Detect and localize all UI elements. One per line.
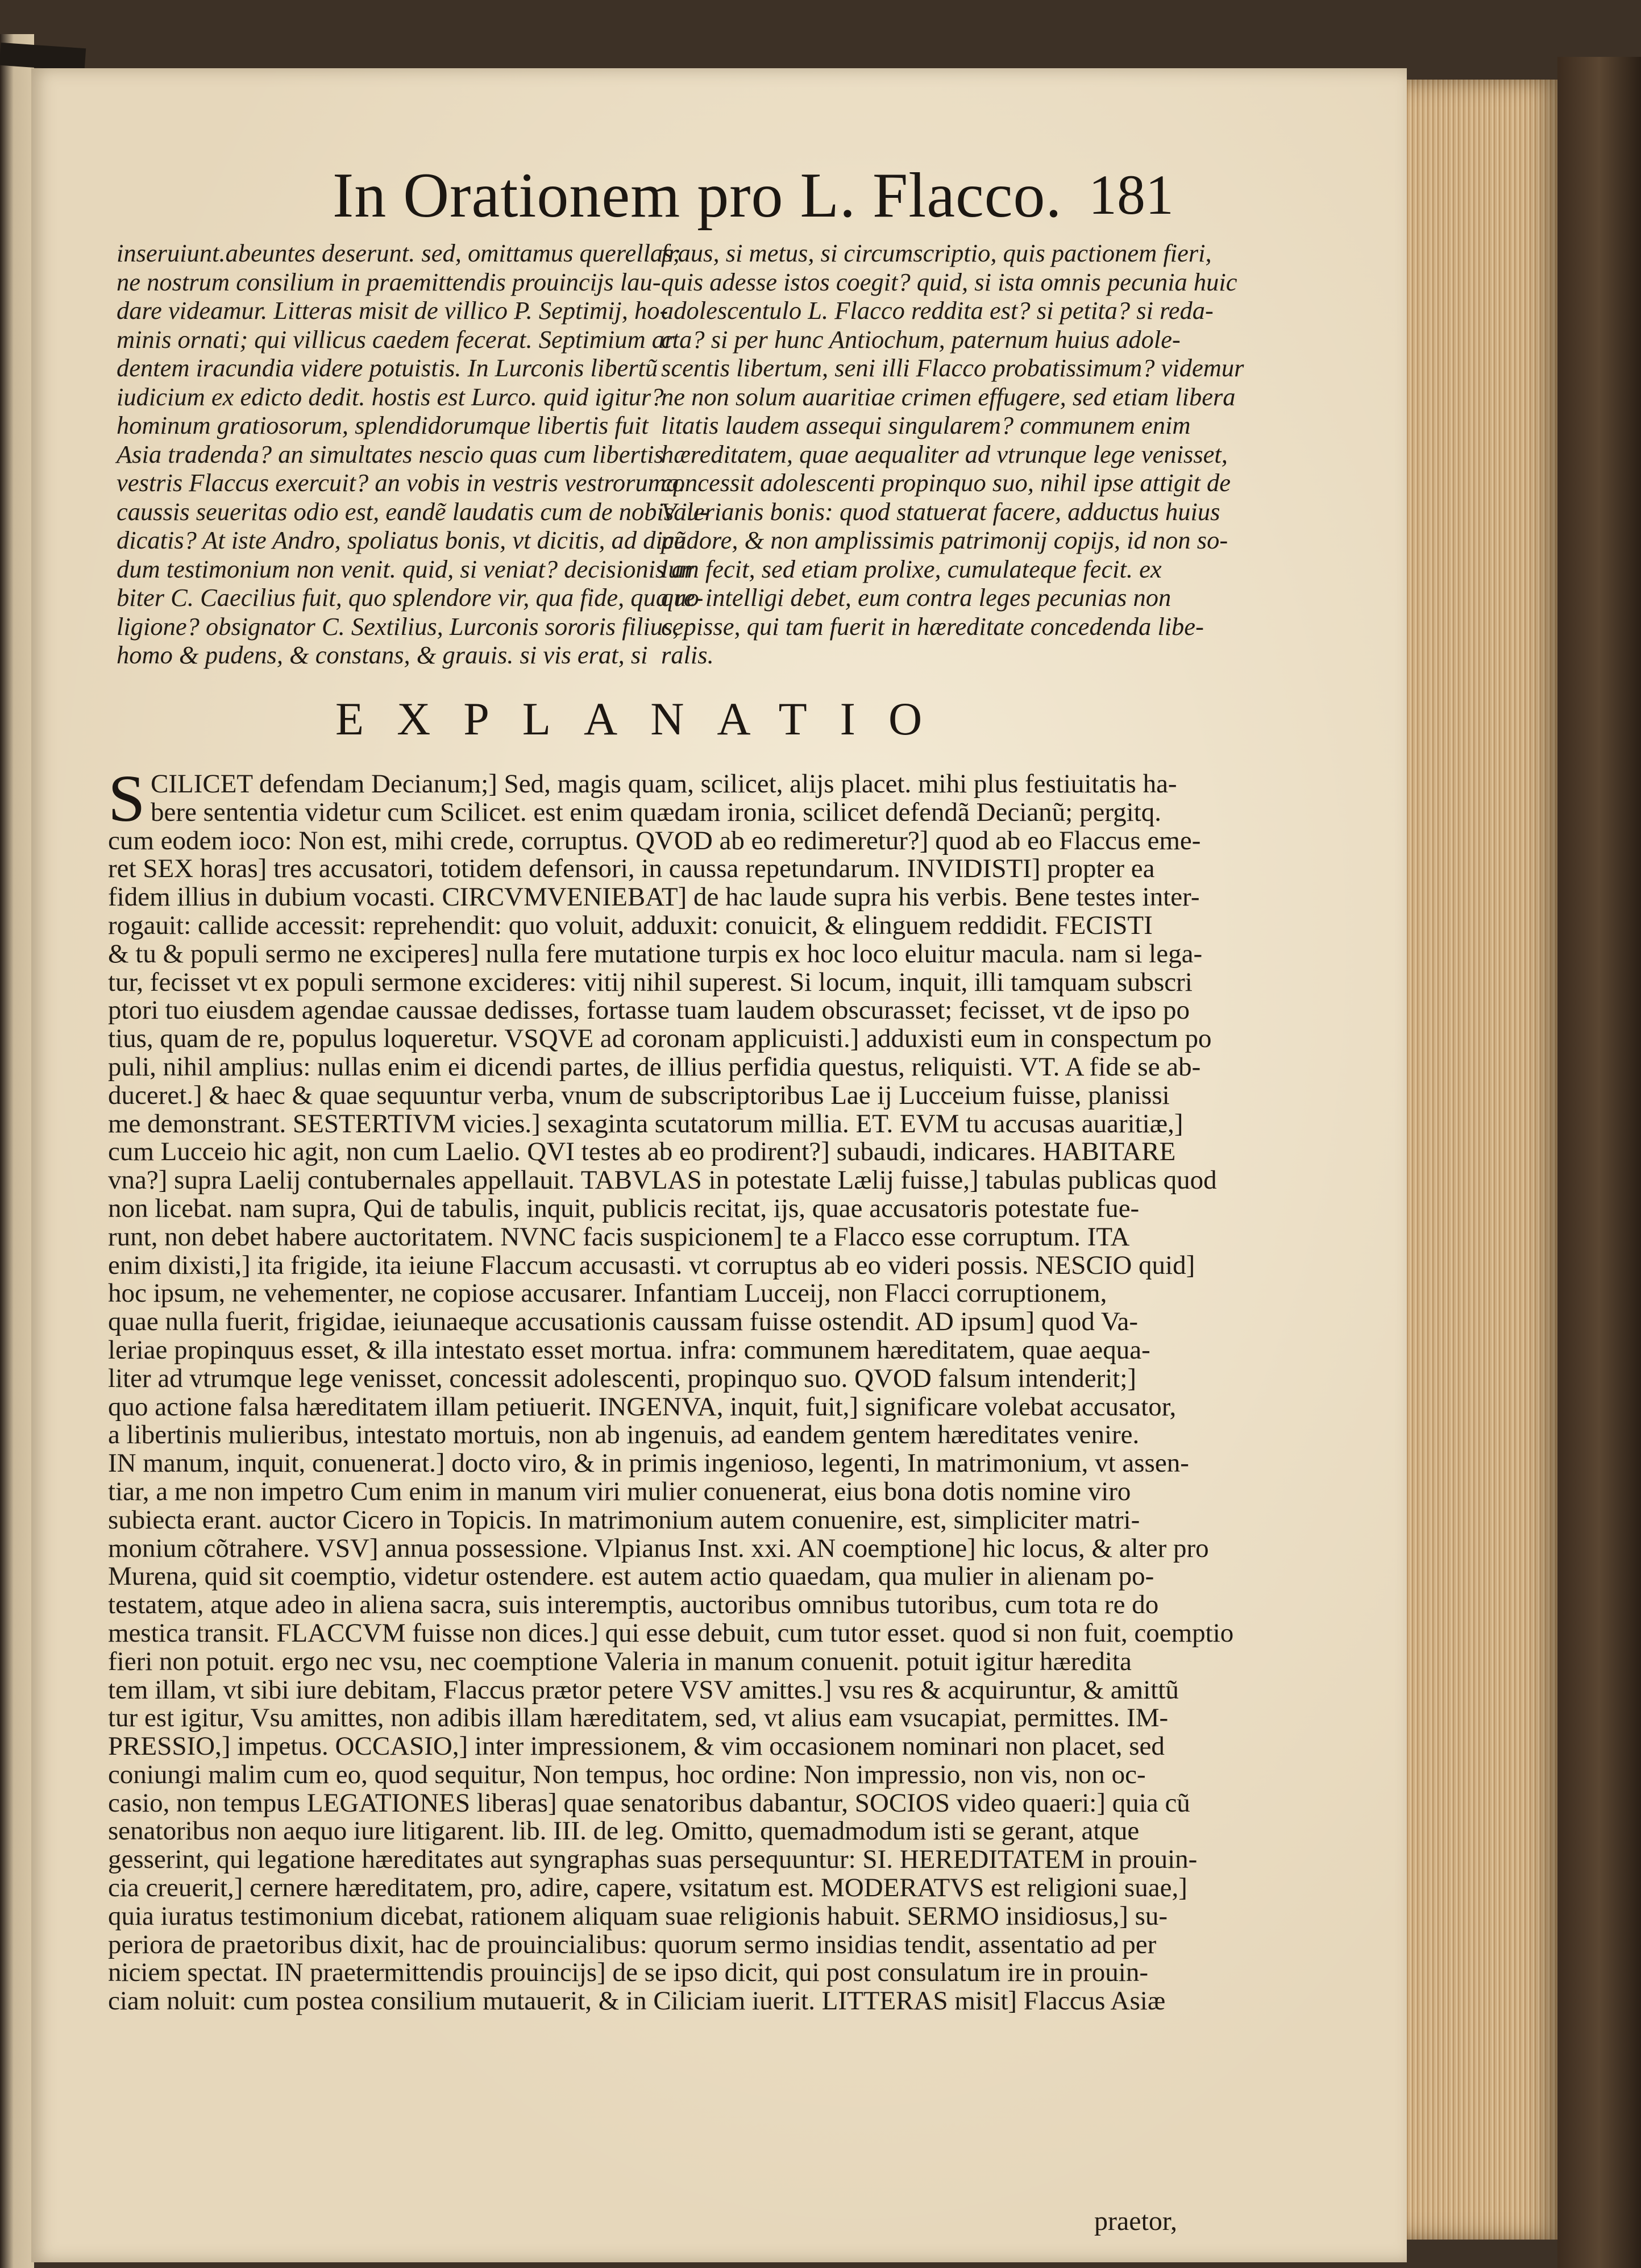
text-line: a libertinis mulieribus, intestato mortuis, non ab ingenuis, ad eandem gentem hæreditates venire.	[108, 1420, 1140, 1450]
text-line: fieri non potuit. ergo nec vsu, nec coemptione Valeria in manum conuenit. potuit igitur hæredita	[108, 1646, 1132, 1676]
text-line: non licebat. nam supra, Qui de tabulis, inquit, publicis recitat, ijs, quae accusatoris potestate fue-	[108, 1193, 1140, 1223]
catchword: praetor,	[1094, 2206, 1177, 2236]
text-line: quo intelligi debet, eum contra leges pecunias non	[661, 583, 1171, 612]
text-line: quia iuratus testimonium dicebat, rationem aliquam suae religionis habuit. SERMO insidiosus,] su-	[108, 1901, 1168, 1931]
text-line: liter ad vtrumque lege venisset, concessit adolescenti, propinquo suo. QVOD falsum intenderit;]	[108, 1363, 1137, 1393]
text-line: iudicium ex edicto dedit. hostis est Lurco. quid igitur?	[117, 382, 664, 411]
page-number: 181	[1089, 163, 1174, 226]
text-line: senatoribus non aequo iure litigarent. lib. III. de leg. Omitto, quemadmodum isti se gerant, atque	[108, 1816, 1140, 1846]
text-line: enim dixisti,] ita frigide, ita ieiune Flaccum accusasti. vt corruptus ab eo videri possis. NESCIO quid]	[108, 1250, 1195, 1280]
text-line: ptori tuo eiusdem agendae caussae dedisses, fortasse tuam laudem obscurasset; fecisset, vt de ipso po	[108, 995, 1190, 1025]
text-line: testatem, atque adeo in aliena sacra, suis interemptis, auctoribus omnibus tutoribus, cum tota re do	[108, 1590, 1159, 1620]
text-line: puli, nihil amplius: nullas enim ei dicendi partes, de illius perfidia questus, reliquisti. VT. A fide se ab-	[108, 1052, 1201, 1082]
text-line: ligione? obsignator C. Sextilius, Lurconis sororis filius,	[117, 612, 679, 641]
text-line: duceret.] & haec & quae sequuntur verba, vnum de subscriptoribus Lae ij Lucceium fuisse, planissi	[108, 1080, 1170, 1110]
text-line: cta? si per hunc Antiochum, paternum huius adole-	[661, 325, 1181, 354]
text-line: ret SEX horas] tres accusatori, totidem defensori, in caussa repetundarum. INVIDISTI] propter ea	[108, 854, 1155, 884]
text-line: concessit adolescenti propinquo suo, nihil ipse attigit de	[661, 468, 1231, 497]
text-line: hoc ipsum, ne vehementer, ne copiose accusarer. Infantiam Lucceij, non Flacci corruptionem,	[108, 1278, 1107, 1309]
text-line: monium cõtrahere. VSV] annua possessione. Vlpianus Inst. xxi. AN coemptione] hic locus, & alter pro	[108, 1533, 1209, 1563]
text-line: dare videamur. Litteras misit de villico P. Septimij, ho-	[117, 296, 668, 325]
text-line: quae nulla fuerit, frigidae, ieiunaeque accusationis caussam fuisse ostendit. AD ipsum] quod Va-	[108, 1307, 1139, 1337]
text-line: caussis seueritas odio est, eandẽ laudatis cum de nobis iu-	[117, 497, 708, 526]
text-line: tiar, a me non impetro Cum enim in manum viri mulier conuenerat, eius bona dotis nomine viro	[108, 1476, 1131, 1506]
text-line: biter C. Caecilius fuit, quo splendore vir, qua fide, qua re-	[117, 583, 704, 612]
text-line: cum Lucceio hic agit, non cum Laelio. QVI testes ab eo prodirent?] subaudi, indicares. HABITARE	[108, 1137, 1176, 1167]
drop-capital: S	[108, 761, 146, 836]
text-line: vna?] supra Laelij contubernales appellauit. TABVLAS in potestate Lælij fuisse,] tabulas publicas quod	[108, 1165, 1217, 1195]
page-fore-edge	[1387, 80, 1559, 2240]
text-line: tur est igitur, Vsu amittes, non adibis illam hæreditatem, sed, vt alius eam vsucapiat, permittes. IM-	[108, 1703, 1169, 1733]
text-line: & tu & populi sermo ne exciperes] nulla fere mutatione turpis ex hoc loco eluitur macula. nam si lega-	[108, 938, 1203, 969]
text-line: hominum gratiosorum, splendidorumque libertis fuit	[117, 411, 649, 439]
left-page-edge	[0, 34, 34, 2268]
oration-text-right-column	[661, 239, 1244, 669]
text-line: cum eodem ioco: Non est, mihi crede, corruptus. QVOD ab eo redimeretur?] quod ab eo Flaccus eme-	[108, 825, 1201, 855]
text-line: quis adesse istos coegit? quid, si ista omnis pecunia huic	[661, 267, 1237, 296]
text-line: fraus, si metus, si circumscriptio, quis pactionem fieri,	[661, 239, 1212, 267]
text-line: dum testimonium non venit. quid, si veniat? decisionis ar	[117, 554, 694, 583]
text-line: Valerianis bonis: quod statuerat facere, adductus huius	[661, 497, 1220, 526]
book-cover-edge	[1557, 57, 1641, 2268]
text-line: cepisse, qui tam fuerit in hæreditate concedenda libe-	[661, 612, 1204, 641]
text-line: ralis.	[661, 641, 714, 669]
text-line: dentem iracundia videre potuistis. In Lurconis libertũ	[117, 354, 658, 382]
text-line: fidem illius in dubium vocasti. CIRCVMVENIEBAT] de hac laude supra his verbis. Bene testes inter-	[108, 882, 1200, 912]
text-line: inseruiunt.abeuntes deserunt. sed, omittamus querellas;	[117, 239, 682, 267]
text-line: coniungi malim cum eo, quod sequitur, Non tempus, hoc ordine: Non impressio, non vis, non oc-	[108, 1759, 1146, 1789]
text-line: tem illam, vt sibi iure debitam, Flaccus prætor petere VSV amittes.] vsu res & acquiruntur, & amittũ	[108, 1675, 1179, 1705]
text-line: litatis laudem assequi singularem? communem enim	[661, 411, 1191, 439]
commentary-block	[108, 769, 1234, 2146]
text-line: minis ornati; qui villicus caedem fecerat. Septimium ar	[117, 325, 675, 354]
text-line: runt, non debet habere auctoritatem. NVNC facis suspicionem] te a Flacco esse corruptum. ITA	[108, 1222, 1130, 1252]
text-line: rogauit: callide accessit: reprehendit: quo voluit, adduxit: conuicit, & elinguem reddidit. FECISTI	[108, 910, 1153, 940]
text-line: CILICET defendam Decianum;] Sed, magis quam, scilicet, alijs placet. mihi plus festiuitatis ha-	[151, 769, 1177, 799]
text-line: tius, quam de re, populus loqueretur. VSQVE ad coronam applicuisti.] adduxisti eum in conspectum po	[108, 1024, 1212, 1054]
text-line: subiecta erant. auctor Cicero in Topicis. In matrimonium autem conuenire, est, simpliciter matri-	[108, 1505, 1140, 1535]
text-line: Asia tradenda? an simultates nescio quas cum libertis	[117, 439, 664, 468]
text-line: me demonstrant. SESTERTIVM vicies.] sexaginta scutatorum millia. ET. EVM tu accusas auaritiæ,]	[108, 1108, 1183, 1139]
text-line: gesserint, qui legatione hæreditates aut syngraphas suas persequuntur: SI. HEREDITATEM in prouin-	[108, 1845, 1198, 1875]
text-line: adolescentulo L. Flacco reddita est? si petita? si reda-	[661, 296, 1214, 325]
text-line: bere sententia videtur cum Scilicet. est enim quædam ironia, scilicet defendã Decianũ; pergitq.	[151, 797, 1162, 827]
text-line: pudore, & non amplissimis patrimonij copijs, id non so-	[661, 526, 1228, 554]
section-heading: EXPLANATIO	[335, 693, 955, 745]
text-line: leriae propinquus esset, & illa intestato esset mortua. infra: communem hæreditatem, quae aequa-	[108, 1335, 1150, 1365]
text-line: Murena, quid sit coemptio, videtur ostendere. est autem actio quaedam, qua mulier in alienam po-	[108, 1561, 1154, 1592]
running-head: In Orationem pro L. Flacco.	[333, 160, 1062, 231]
text-line: cia creuerit,] cernere hæreditatem, pro, adire, capere, vsitatum est. MODERATVS est religioni suae,]	[108, 1873, 1187, 1903]
text-line: hæreditatem, quae aequaliter ad vtrunque lege venisset,	[661, 439, 1228, 468]
text-line: casio, non tempus LEGATIONES liberas] quae senatoribus dabantur, SOCIOS video quaeri:] quia cũ	[108, 1788, 1190, 1818]
text-line: ne non solum auaritiae crimen effugere, sed etiam libera	[661, 382, 1236, 411]
text-line: lum fecit, sed etiam prolixe, cumulateque fecit. ex	[661, 554, 1162, 583]
text-line: dicatis? At iste Andro, spoliatus bonis, vt dicitis, ad dicẽ	[117, 526, 686, 554]
text-line: ciam noluit: cum postea consilium mutauerit, & in Ciliciam iuerit. LITTERAS misit] Flaccus Asiæ	[108, 1986, 1166, 2016]
text-line: niciem spectat. IN praetermittendis prouincijs] de se ipso dicit, qui post consulatum ire in prouin-	[108, 1958, 1148, 1988]
text-line: periora de praetoribus dixit, hac de prouincialibus: quorum sermo insidias tendit, assentatio ad per	[108, 1929, 1157, 1959]
text-line: ne nostrum consilium in praemittendis prouincijs lau-	[117, 267, 661, 296]
text-line: quo actione falsa hæreditatem illam petiuerit. INGENVA, inquit, fuit,] significare volebat accusator,	[108, 1391, 1177, 1422]
text-line: tur, fecisset vt ex populi sermone excideres: vitij nihil superest. Si locum, inquit, illi tamquam subscri	[108, 967, 1193, 997]
text-line: mestica transit. FLACCVM fuisse non dices.] qui esse debuit, cum tutor esset. quod si non fuit, coemptio	[108, 1618, 1234, 1648]
text-line: PRESSIO,] impetus. OCCASIO,] inter impressionem, & vim occasionem nominari non placet, sed	[108, 1731, 1165, 1762]
text-line: homo & pudens, & constans, & grauis. si vis erat, si	[117, 641, 648, 669]
text-line: scentis libertum, seni illi Flacco probatissimum? videmur	[661, 354, 1244, 382]
text-line: vestris Flaccus exercuit? an vobis in vestris vestrorumq.	[117, 468, 686, 497]
text-line: IN manum, inquit, conuenerat.] docto viro, & in primis ingenioso, legenti, In matrimonium, vt assen-	[108, 1448, 1189, 1478]
